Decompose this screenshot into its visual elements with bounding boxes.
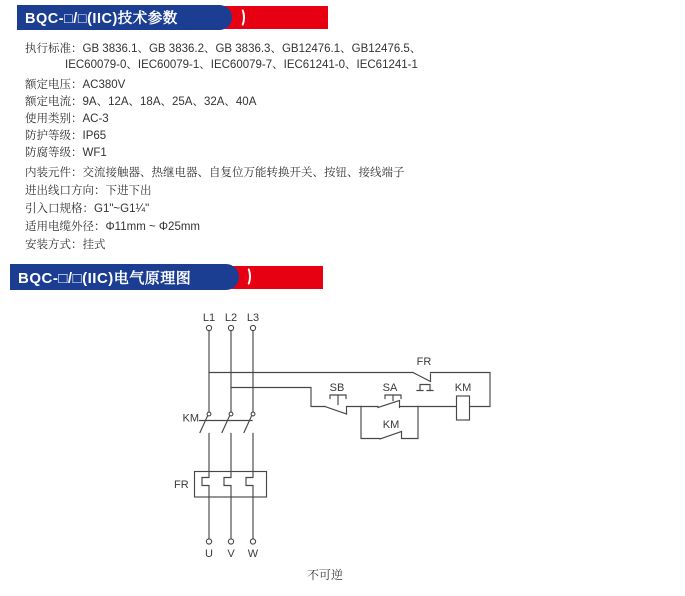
spec-line-inlet-spec: 引入口规格：G1"~G1¼" xyxy=(25,203,150,215)
fr-contact-label: FR xyxy=(416,356,432,368)
selector-switch-sa xyxy=(378,382,401,408)
spec-line-components: 内装元件：交流接触器、热继电器、自复位万能转换开关、按钮、接线端子 xyxy=(25,167,405,179)
sa-label: SA xyxy=(382,382,398,394)
km-main-label: KM xyxy=(182,412,199,425)
spec-line-rated-voltage: 额定电压：AC380V xyxy=(25,79,126,91)
terminal-label-l1: L1 xyxy=(202,312,216,324)
spec-line-corrosion: 防腐等级：WF1 xyxy=(25,147,107,159)
terminal-label-v: V xyxy=(227,548,235,560)
fr-thermal-contact xyxy=(413,356,433,391)
spec-line-standards-cont: IEC60079-0、IEC60079-1、IEC60079-7、IEC61241-0、IEC61241-1 xyxy=(65,59,418,71)
km-main-contacts xyxy=(183,412,255,432)
terminal-label-l3: L3 xyxy=(246,312,260,324)
motor-output-terminals xyxy=(205,539,259,560)
stop-button-sb xyxy=(325,382,347,414)
km-aux-contact xyxy=(361,407,418,440)
spec-line-mounting: 安装方式：挂式 xyxy=(25,239,106,251)
km-aux-label: KM xyxy=(382,419,400,431)
section-title: BQC-□/□(IIC)电气原理图 xyxy=(18,269,192,287)
terminal-label-u: U xyxy=(205,548,213,560)
spec-line-cable-diameter: 适用电缆外径：Φ11mm ~ Φ25mm xyxy=(25,221,201,233)
spec-line-utilization: 使用类别：AC-3 xyxy=(25,113,109,125)
spec-line-rated-current: 额定电流：9A、12A、18A、25A、32A、40A xyxy=(25,96,257,108)
terminal-label-w: W xyxy=(247,548,259,560)
schematic-caption: 不可逆 xyxy=(306,568,344,582)
thermal-relay-heaters xyxy=(174,434,267,540)
km-coil-label: KM xyxy=(454,382,472,394)
spec-line-standards: 执行标准：GB 3836.1、GB 3836.2、GB 3836.3、GB12476.1、GB12476.5、 xyxy=(25,43,422,55)
terminal-label-l2: L2 xyxy=(224,312,238,324)
spec-line-ip-rating: 防护等级：IP65 xyxy=(25,130,107,142)
sb-label: SB xyxy=(329,382,345,394)
km-coil xyxy=(455,382,472,420)
power-phase-wires xyxy=(209,331,253,412)
section-title: BQC-□/□(IIC)技术参数 xyxy=(25,11,178,27)
spec-line-cable-entry: 进出线口方向：下进下出 xyxy=(25,185,152,197)
power-input-terminals xyxy=(203,312,259,331)
fr-heater-label: FR xyxy=(174,479,189,491)
control-circuit-wires xyxy=(209,373,490,407)
